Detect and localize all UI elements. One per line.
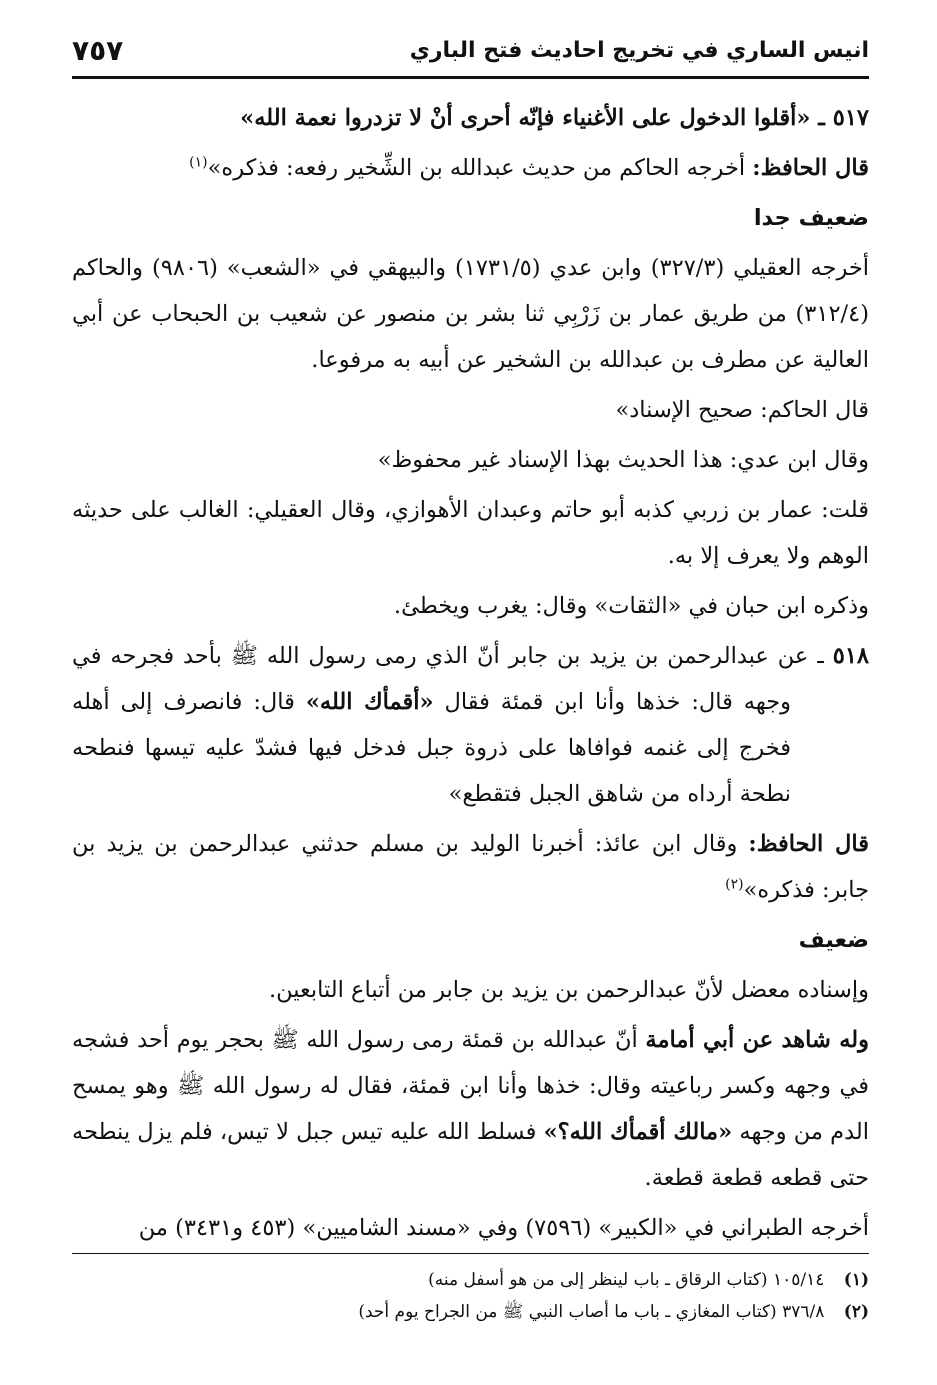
hafiz-label: قال الحافظ: xyxy=(748,831,869,857)
hafiz-statement xyxy=(72,821,869,913)
page-body xyxy=(72,95,869,1251)
hadith-text-part1: عن عبدالرحمن بن يزيد بن جابر أنّ الذي رمى رسول الله ﷺ بأحد فجرحه في وجهه قال: خذها وأنا ابن قمئة فقال xyxy=(72,643,809,715)
ibn-adi-statement: وقال ابن عدي: هذا الحديث بهذا الإسناد غير محفوظ» xyxy=(377,447,869,473)
hadith-dash: ـ xyxy=(810,105,825,131)
shahid-quote: «مالك أقمأك الله؟» xyxy=(543,1119,733,1145)
page-number: ٧٥٧ xyxy=(72,34,124,67)
footnote-number: (٢) xyxy=(843,1302,869,1322)
shahid-text-part1: أنّ عبدالله بن قمئة رمى رسول الله ﷺ بحجر يوم أحد فشجه في وجهه وكسر رباعيته وقال: خذها وأنا ابن قمئة، فقال له رسول الله ﷺ وهو يمسح الدم من وجهه xyxy=(72,1027,870,1145)
hadith-text-part2: قال: فانصرف إلى أهله فخرج إلى غنمه فوافاها على ذروة جبل فدخل فيها فشدّ عليه تيسها فنطحه نطحة أرداه من شاهق الجبل فتقطع» xyxy=(72,689,791,807)
hadith-518 xyxy=(72,633,869,817)
footnote-1 xyxy=(72,1264,869,1296)
footnote-text: ٣٧٦/٨ (كتاب المغازي ـ باب ما أصاب النبي ﷺ من الجراح يوم أحد) xyxy=(358,1302,825,1322)
hafiz-text: أخرجه الحاكم من حديث عبدالله بن الشِّخير رفعه: فذكره» xyxy=(207,155,746,181)
footnote-text: ١٠٥/١٤ (كتاب الرقاق ـ باب لينظر إلى من هو أسفل منه) xyxy=(428,1270,825,1290)
hadith-number: ٥١٧ xyxy=(832,105,869,131)
hadith-number: ٥١٨ xyxy=(832,643,870,669)
shahid-text-part2: فسلط الله عليه تيس جبل لا تيس، فلم يزل ينطحه حتى قطعه قطعة قطعة. xyxy=(72,1119,869,1191)
hafiz-label: قال الحافظ: xyxy=(752,155,869,181)
tabarani-paragraph: أخرجه الطبراني في «الكبير» (٧٥٩٦) وفي «مسند الشاميين» (٤٥٣ و٣٤٣١) من xyxy=(138,1215,869,1241)
page-header xyxy=(72,28,869,79)
hakim-statement: قال الحاكم: صحيح الإسناد» xyxy=(615,397,869,423)
ibn-hibban-statement: وذكره ابن حبان في «الثقات» وقال: يغرب ويخطئ. xyxy=(393,593,869,619)
hafiz-statement xyxy=(72,145,869,191)
shahid-lead: وله شاهد عن أبي أمامة xyxy=(645,1027,869,1053)
qultu-paragraph: قلت: عمار بن زربي كذبه أبو حاتم وعبدان الأهوازي، وقال العقيلي: الغالب على حديثه الوهم ولا يعرف إلا به. xyxy=(72,497,869,569)
footnote-2 xyxy=(72,1296,869,1328)
takhrij-paragraph: أخرجه العقيلي (٣٢٧/٣) وابن عدي (١٧٣١/٥) والبيهقي في «الشعب» (٩٨٠٦) والحاكم (٣١٢/٤) من طريق عمار بن زَرْبِي ثنا بشر بن منصور عن شعيب بن الحبحاب عن أبي العالية عن مطرف بن عبدالله بن الشخير عن أبيه به مرفوعا. xyxy=(72,255,870,373)
grade: ضعيف xyxy=(798,927,869,953)
grade: ضعيف جدا xyxy=(753,205,869,231)
running-title: انيس الساري في تخريج احاديث فتح الباري xyxy=(409,38,869,63)
shahid-paragraph xyxy=(72,1017,869,1201)
hadith-text: «أقلوا الدخول على الأغنياء فإنّه أحرى أنْ لا تزدروا نعمة الله» xyxy=(240,105,811,131)
footnotes xyxy=(72,1253,869,1328)
footnote-ref: (٢) xyxy=(725,876,744,893)
hafiz-text: وقال ابن عائذ: أخبرنا الوليد بن مسلم حدثني عبدالرحمن بن يزيد بن جابر: فذكره» xyxy=(72,831,869,903)
isnad-note: وإسناده معضل لأنّ عبدالرحمن بن يزيد بن جابر من أتباع التابعين. xyxy=(268,977,869,1003)
hadith-dash: ـ xyxy=(808,643,824,669)
footnote-ref: (١) xyxy=(189,154,208,171)
footnote-number: (١) xyxy=(843,1270,869,1290)
hadith-517 xyxy=(72,95,869,141)
hadith-text-bold: «أقمأك الله» xyxy=(305,689,434,715)
document-page xyxy=(72,28,869,1365)
